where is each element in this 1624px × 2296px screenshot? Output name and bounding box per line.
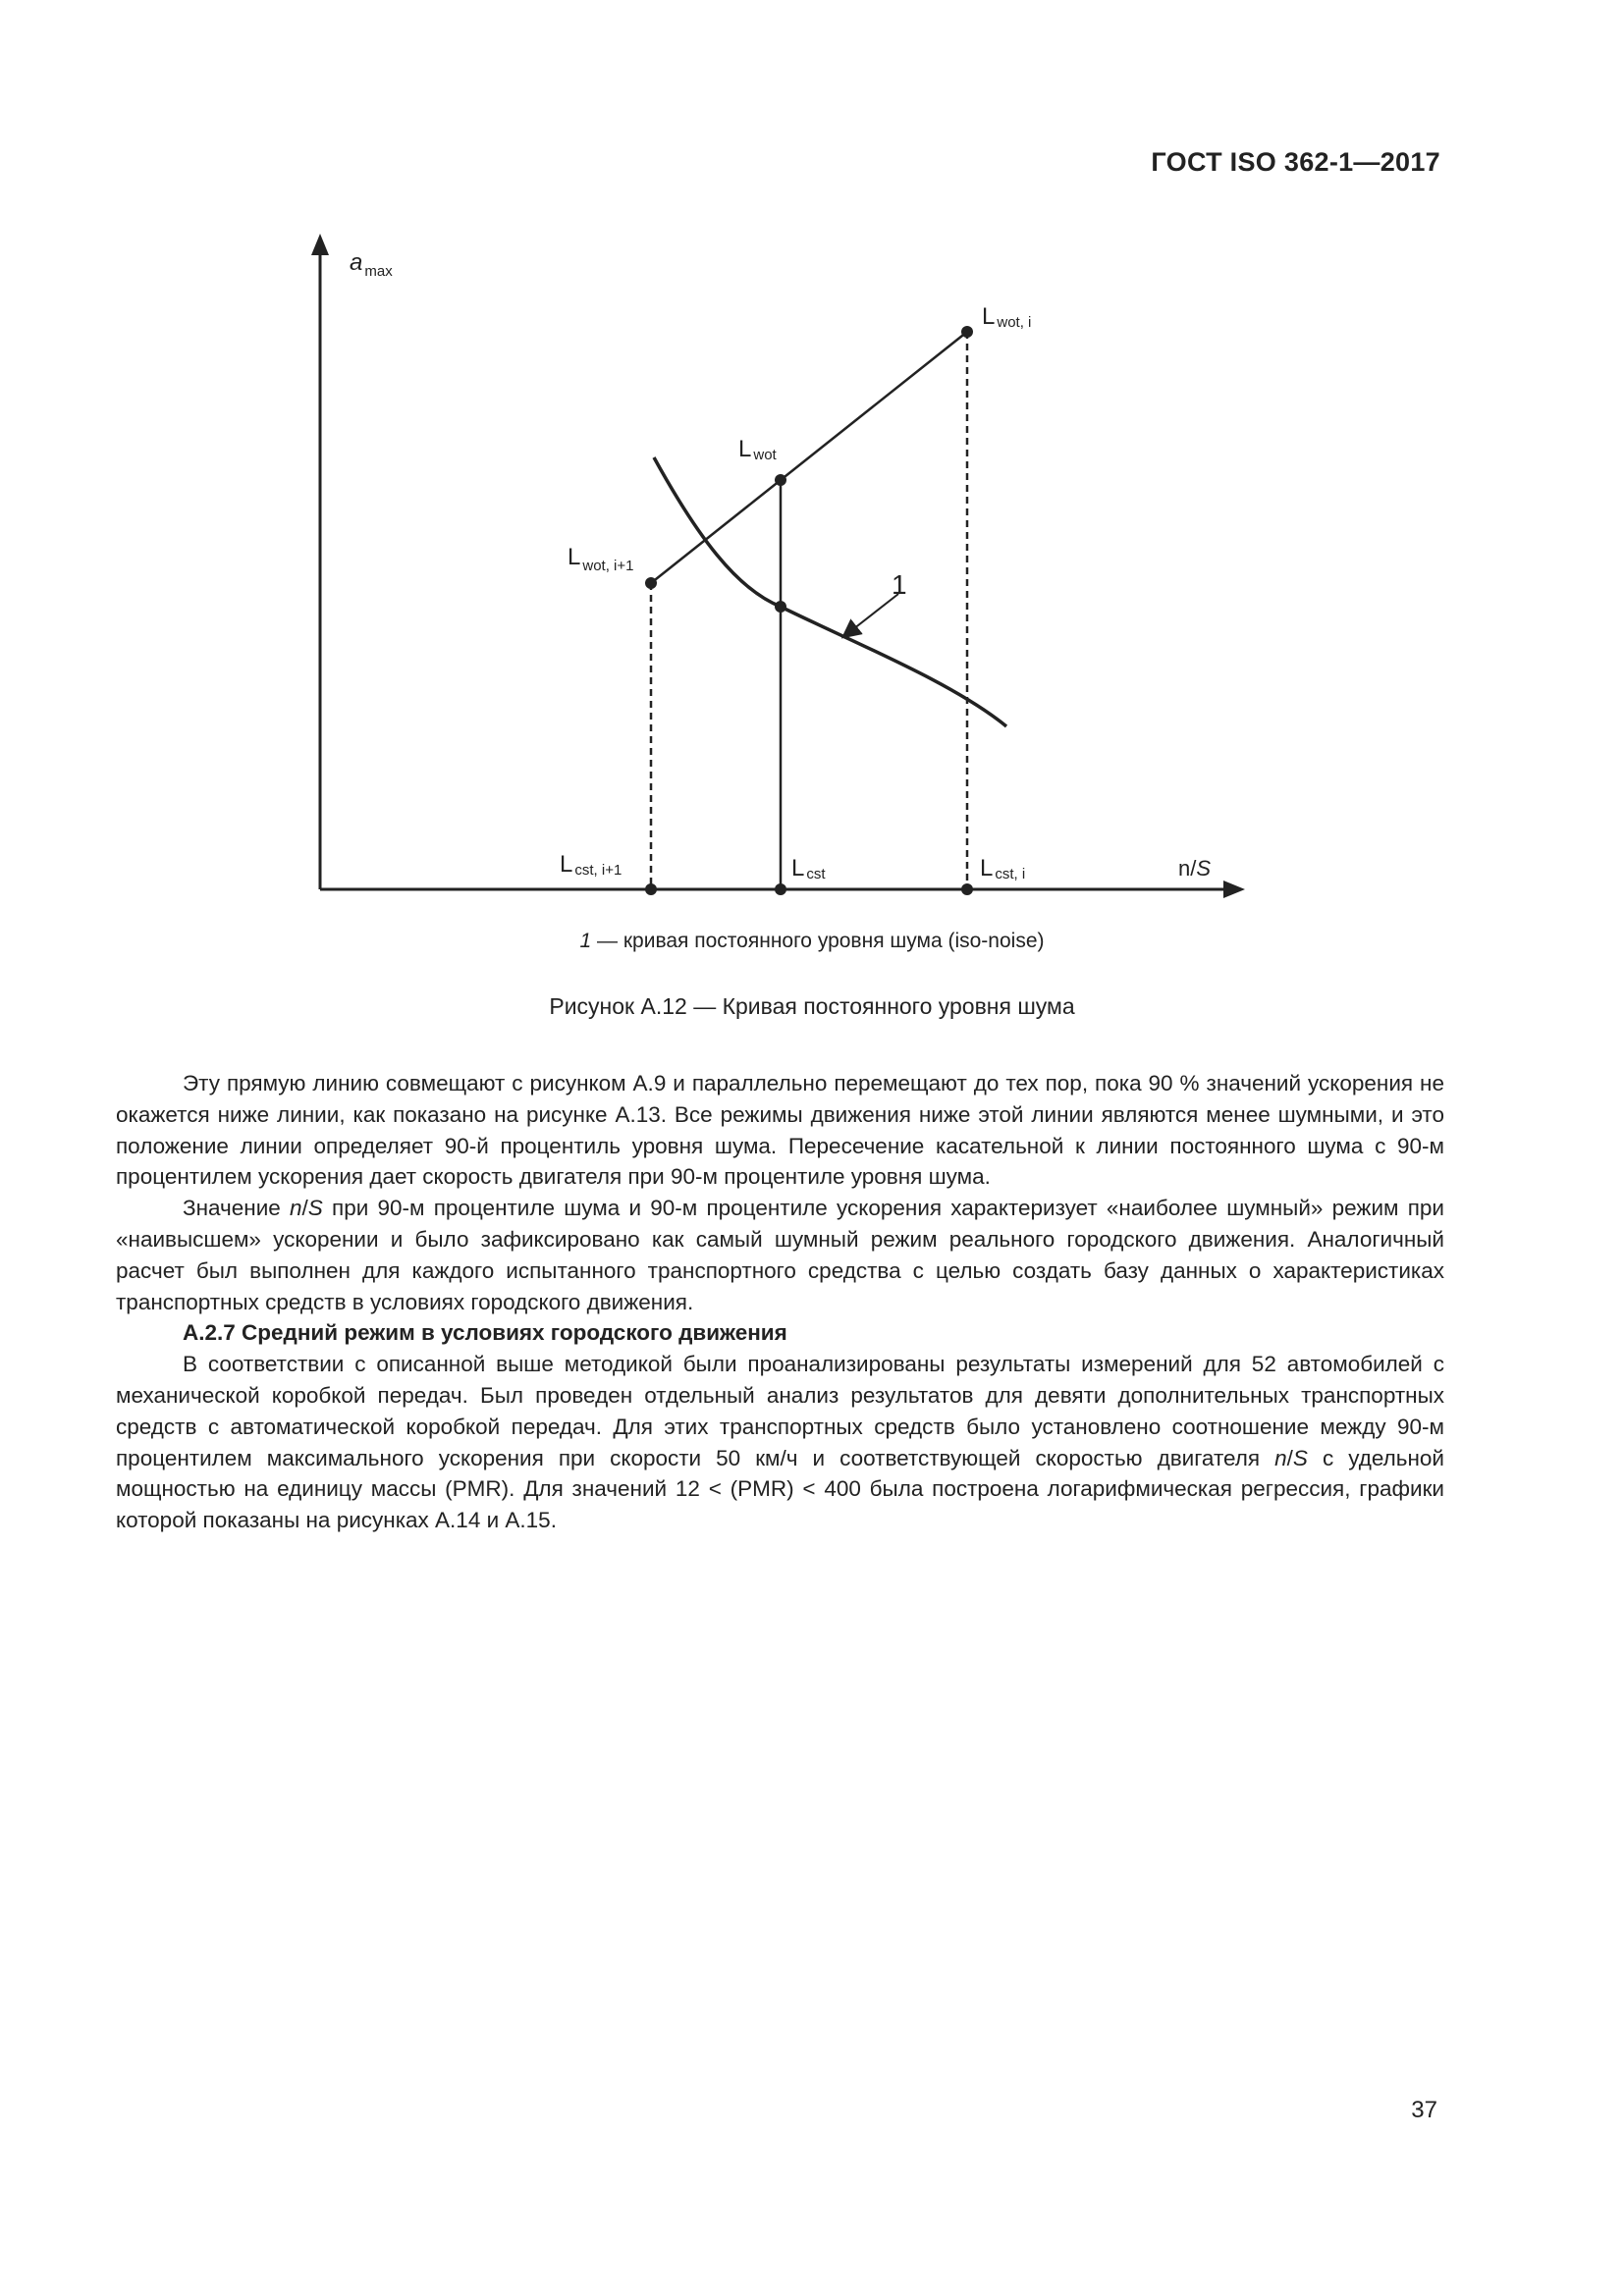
paragraph-2-s: S [307, 1196, 323, 1221]
label-lcst-main: L [791, 855, 805, 881]
label-lcst-i1-sub: cst, i+1 [574, 862, 623, 879]
paragraph-2-start: Значение [183, 1196, 290, 1221]
paragraph-3-end: с удельной мощностью на единицу массы (PMR). Для значений 12 < (PMR) < 400 была построена логарифмическая регрессия, графики которой показаны на рисунках А.14 и А.15. [116, 1445, 1444, 1533]
y-axis-label [350, 249, 393, 280]
label-lwot-main: L [738, 436, 752, 462]
wot-line [651, 332, 967, 583]
x-axis-label [1178, 856, 1211, 881]
paragraph-3 [116, 1349, 1444, 1536]
label-lwot-i-sub: wot, i [997, 314, 1032, 331]
label-lcst-i-main: L [980, 855, 994, 881]
label-lcst-sub: cst [806, 866, 826, 882]
label-lwot-i1 [568, 544, 633, 574]
y-axis-arrow [311, 234, 329, 255]
y-axis-label-sub: max [364, 263, 393, 280]
label-lcst-i1-main: L [560, 851, 573, 878]
label-lwot-i1-sub: wot, i+1 [582, 558, 634, 574]
label-lwot-i [982, 303, 1031, 331]
label-lcst-i1 [560, 851, 622, 879]
paragraph-2 [116, 1193, 1444, 1317]
document-header: ГОСТ ISO 362-1—2017 [1151, 147, 1440, 177]
section-heading: А.2.7 Средний режим в условиях городского движения [183, 1320, 787, 1346]
label-lcst-i [980, 855, 1025, 882]
point-lcst-i1 [645, 883, 657, 895]
figure-legend [0, 930, 1624, 953]
paragraph-1: Эту прямую линию совмещают с рисунком А.9 и параллельно перемещают до тех пор, пока 90 % значений ускорения не окажется ниже линии, как показано на рисунке А.13. Все режимы движения ниже этой линии являются менее шумными, и это положение линии определяет 90-й процентиль уровня шума. Пересечение касательной к линии постоянного шума с 90-м процентилем ускорения дает скорость двигателя при 90-м процентиле уровня шума. [116, 1071, 1444, 1190]
legend-number: 1 [579, 930, 592, 952]
point-lwot-i1 [645, 577, 657, 589]
callout-number: 1 [892, 569, 907, 600]
page-number: 37 [1411, 2097, 1437, 2123]
iso-noise-curve [654, 457, 1006, 726]
x-axis-label-main: n/ [1178, 856, 1197, 881]
point-curve-intersection [775, 601, 786, 613]
point-lwot-i [961, 326, 973, 338]
iso-noise-figure [304, 226, 1267, 913]
label-lwot-i-main: L [982, 303, 996, 330]
label-lcst [791, 855, 826, 882]
label-lwot-i1-main: L [568, 544, 581, 570]
point-lcst [775, 883, 786, 895]
paragraph-3-slash: / [1286, 1445, 1293, 1470]
x-axis-arrow [1223, 881, 1245, 898]
paragraph-2-slash: / [301, 1196, 308, 1221]
callout-arrow [844, 594, 898, 636]
paragraph-2-n: n [290, 1196, 302, 1221]
label-lwot [738, 436, 778, 463]
y-axis-label-main: a [350, 249, 363, 276]
paragraph-3-s: S [1292, 1445, 1308, 1470]
label-lwot-sub: wot [753, 447, 777, 463]
legend-text: — кривая постоянного уровня шума (iso-noise) [591, 930, 1045, 952]
paragraph-3-start: В соответствии с описанной выше методикой были проанализированы результаты измерений для 52 автомобилей с механической коробкой передач. Был проведен отдельный анализ результатов для девяти дополнительных транспортных средств с автоматической коробкой передач. Для этих транспортных средств было установлено соотношение между 90-м процентилем максимального ускорения при скорости 50 км/ч и соответствующей скоростью двигателя [116, 1352, 1444, 1470]
label-lcst-i-sub: cst, i [995, 866, 1026, 882]
paragraph-3-n: n [1274, 1445, 1287, 1470]
x-axis-label-italic: S [1196, 856, 1212, 881]
paragraph-2-end: при 90-м процентиле шума и 90-м процентиле ускорения характеризует «наиболее шумный» режим при «наивысшем» ускорении и было зафиксировано как самый шумный режим реального городского движения. Аналогичный расчет был выполнен для каждого испытанного транспортного средства с целью создать базу данных о характеристиках транспортных средств в условиях городского движения. [116, 1196, 1444, 1314]
figure-caption: Рисунок А.12 — Кривая постоянного уровня шума [549, 993, 1075, 1019]
point-lcst-i [961, 883, 973, 895]
point-lwot [775, 474, 786, 486]
body-text [116, 1068, 1444, 1536]
